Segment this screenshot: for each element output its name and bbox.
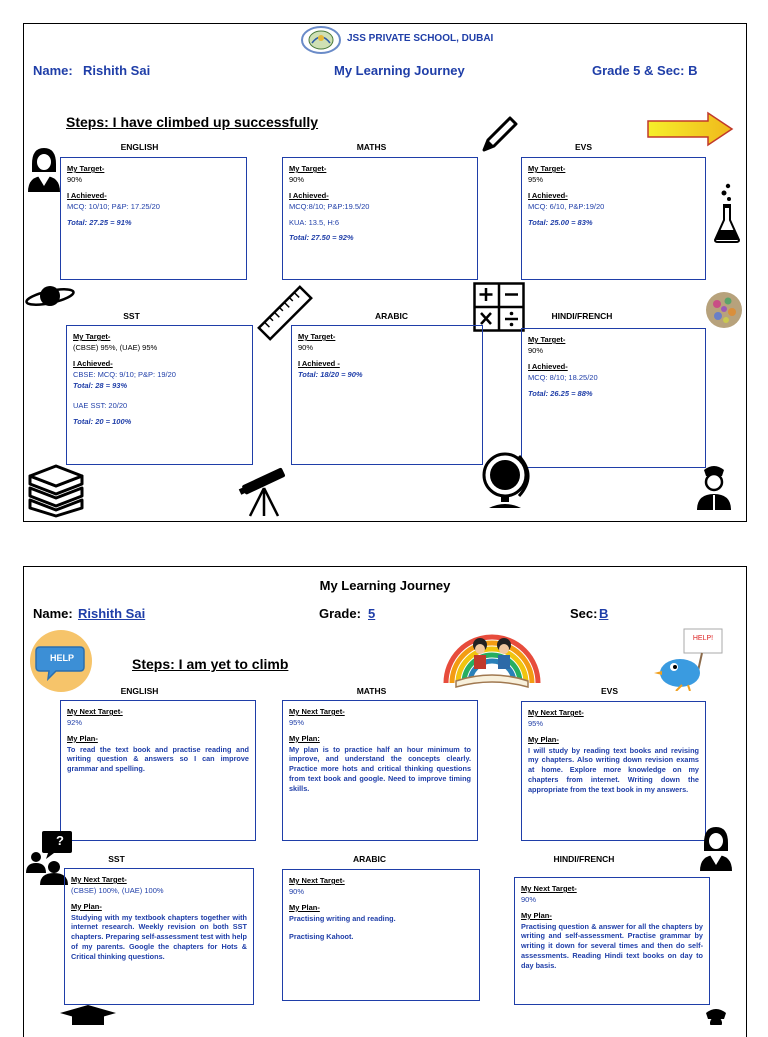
- grade-section: Grade 5 & Sec: B: [592, 63, 698, 78]
- subject-english: ENGLISH: [120, 686, 159, 696]
- total-value: Total: 25.00 = 83%: [528, 217, 593, 227]
- next-target-value: 90%: [521, 894, 537, 904]
- uae-total-value: Total: 20 = 100%: [73, 417, 132, 427]
- page-1: [23, 23, 747, 522]
- arabic-plan-box: [282, 869, 480, 1001]
- plan-text: Practising question & answer for all the chapters by writing and self-assessment. Practise grammar by writing it down for several times and then do self-assessments. Reading Hindi text books on day to day basis.: [521, 921, 703, 970]
- next-target-value: 95%: [528, 718, 544, 728]
- arabic-target-box: [291, 325, 483, 465]
- subject-hindi-french: HINDI/FRENCH: [551, 311, 613, 321]
- english-plan-box: [60, 700, 256, 841]
- achieved-value: MCQ: 8/10; 18.25/20: [528, 372, 598, 382]
- plan-text: I will study by reading text books and revising my chapters. Also writing down revision exams at home. Explore more knowledge on my chapters from internet. Writing down the appropriate from the text book in my answers.: [528, 745, 699, 794]
- plan-text: Studying with my textbook chapters together with internet research. Weekly revision on both SST chapters. Preparing self-assessment test with help of my parents. Google the chapters for Hots & Critical thinking questions.: [71, 912, 247, 961]
- telescope-icon: [236, 462, 292, 518]
- plan-label: My Plan:: [289, 733, 320, 743]
- plan-label: My Plan-: [289, 902, 320, 912]
- name-label: Name:: [33, 63, 73, 78]
- decorative-ball-icon: [704, 290, 744, 330]
- page-2: [23, 566, 747, 1037]
- next-target-value: 90%: [289, 886, 305, 896]
- page-title: My Learning Journey: [334, 63, 465, 78]
- target-label: My Target-: [298, 332, 336, 341]
- pencil-icon: [480, 112, 520, 154]
- steps-heading: Steps: I am yet to climb: [132, 656, 289, 672]
- subject-evs: EVS: [600, 686, 618, 696]
- achieved-value: MCQ: 10/10; P&P: 17.25/20: [67, 201, 160, 211]
- next-target-value: 95%: [289, 717, 305, 727]
- english-target-box: [60, 157, 247, 280]
- subject-hindi-french: HINDI/FRENCH: [553, 854, 615, 864]
- plan-text: My plan is to practice half an hour minimum to improve, and understand the concepts clearly. Practice more hots and critical thinking questions from text book and google. Need to improve timing skills.: [289, 744, 471, 793]
- uae-achieved-value: UAE SST: 20/20: [73, 401, 128, 411]
- subject-arabic: ARABIC: [352, 854, 387, 864]
- target-value: 90%: [298, 342, 314, 352]
- evs-target-box: [521, 157, 706, 280]
- achieved-value: MCQ: 6/10, P&P:19/20: [528, 201, 605, 211]
- target-value: (CBSE) 95%, (UAE) 95%: [73, 342, 158, 352]
- plan-text: To read the text book and practise reading and writing question & answers so I can improve grammar and spelling.: [67, 744, 249, 774]
- achieved-label: I Achieved-: [528, 361, 568, 371]
- question-mark: ?: [56, 833, 64, 848]
- target-label: My Target-: [67, 164, 105, 173]
- next-target-label: My Next Target-: [71, 875, 127, 884]
- hindi-french-plan-box: [514, 877, 710, 1005]
- total-value: Total: 28 = 93%: [73, 380, 128, 390]
- plan-text: Practising writing and reading.: [289, 913, 396, 923]
- achieved-label: I Achieved-: [289, 190, 329, 200]
- flask-icon: [712, 182, 742, 244]
- plan-label: My Plan-: [528, 734, 559, 744]
- school-logo-icon: [300, 25, 342, 55]
- subject-maths: MATHS: [356, 686, 387, 696]
- teacher-icon: [698, 825, 734, 873]
- arrow-right-icon: [646, 111, 734, 147]
- total-value: Total: 18/20 = 90%: [298, 369, 363, 379]
- next-target-value: (CBSE) 100%, (UAE) 100%: [71, 885, 164, 895]
- maths-target-box: [282, 157, 478, 280]
- total-value: Total: 27.25 = 91%: [67, 217, 132, 227]
- books-icon: [26, 460, 86, 518]
- grade-value: 5: [368, 606, 376, 621]
- subject-sst: SST: [108, 854, 125, 864]
- subject-sst: SST: [123, 311, 140, 321]
- target-label: My Target-: [289, 164, 327, 173]
- next-target-label: My Next Target-: [521, 884, 577, 893]
- sec-label: Sec:: [570, 606, 598, 621]
- achieved-value: KUA: 13.5, H:6: [289, 217, 340, 227]
- help-bubble-text: HELP: [49, 653, 74, 663]
- target-value: 95%: [528, 174, 544, 184]
- sec-value: B: [599, 606, 609, 621]
- school-name: JSS PRIVATE SCHOOL, DUBAI: [347, 33, 494, 44]
- plan-label: My Plan-: [71, 901, 102, 911]
- achieved-label: I Achieved-: [73, 358, 113, 368]
- teacher-icon: [26, 146, 62, 194]
- plan-text: Practising Kahoot.: [289, 932, 354, 942]
- target-label: My Target-: [528, 164, 566, 173]
- hindi-french-target-box: [521, 328, 706, 468]
- achieved-label: I Achieved-: [528, 190, 568, 200]
- target-value: 90%: [289, 174, 305, 184]
- achieved-label: I Achieved-: [67, 190, 107, 200]
- name-label: Name:: [33, 606, 73, 621]
- subject-maths: MATHS: [356, 142, 387, 152]
- total-value: Total: 27.50 = 92%: [289, 233, 354, 243]
- help-sign-text: HELP!: [692, 635, 714, 642]
- rainbow-reading-icon: [442, 625, 542, 693]
- person-icon: [694, 462, 734, 512]
- achieved-label: I Achieved -: [298, 358, 340, 368]
- planet-icon: [24, 282, 76, 312]
- maths-plan-box: [282, 700, 478, 841]
- achieved-value: CBSE: MCQ: 9/10; P&P: 19/20: [73, 369, 176, 379]
- globe-icon: [479, 448, 535, 510]
- plan-label: My Plan-: [67, 733, 98, 743]
- target-value: 90%: [528, 345, 544, 355]
- next-target-label: My Next Target-: [67, 707, 123, 716]
- subject-evs: EVS: [574, 142, 592, 152]
- next-target-label: My Next Target-: [289, 876, 345, 885]
- grade-label: Grade:: [319, 606, 361, 621]
- graduation-cap-icon: [58, 1003, 118, 1025]
- next-target-value: 92%: [67, 717, 83, 727]
- subject-english: ENGLISH: [120, 142, 159, 152]
- next-target-label: My Next Target-: [528, 708, 584, 717]
- sst-plan-box: [64, 868, 254, 1005]
- achieved-value: MCQ:8/10; P&P:19.5/20: [289, 201, 370, 211]
- name-value: Rishith Sai: [78, 606, 146, 621]
- page-2-title: My Learning Journey: [319, 578, 451, 593]
- next-target-label: My Next Target-: [289, 707, 345, 716]
- subject-arabic: ARABIC: [374, 311, 409, 321]
- steps-heading: Steps: I have climbed up successfully: [66, 114, 319, 130]
- total-value: Total: 26.25 = 88%: [528, 388, 593, 398]
- target-label: My Target-: [528, 335, 566, 344]
- evs-plan-box: [521, 701, 706, 841]
- target-value: 90%: [67, 174, 83, 184]
- sst-target-box: [66, 325, 253, 465]
- name-value: Rishith Sai: [83, 63, 151, 78]
- plan-label: My Plan-: [521, 910, 552, 920]
- target-label: My Target-: [73, 332, 111, 341]
- person-icon: [702, 1005, 730, 1025]
